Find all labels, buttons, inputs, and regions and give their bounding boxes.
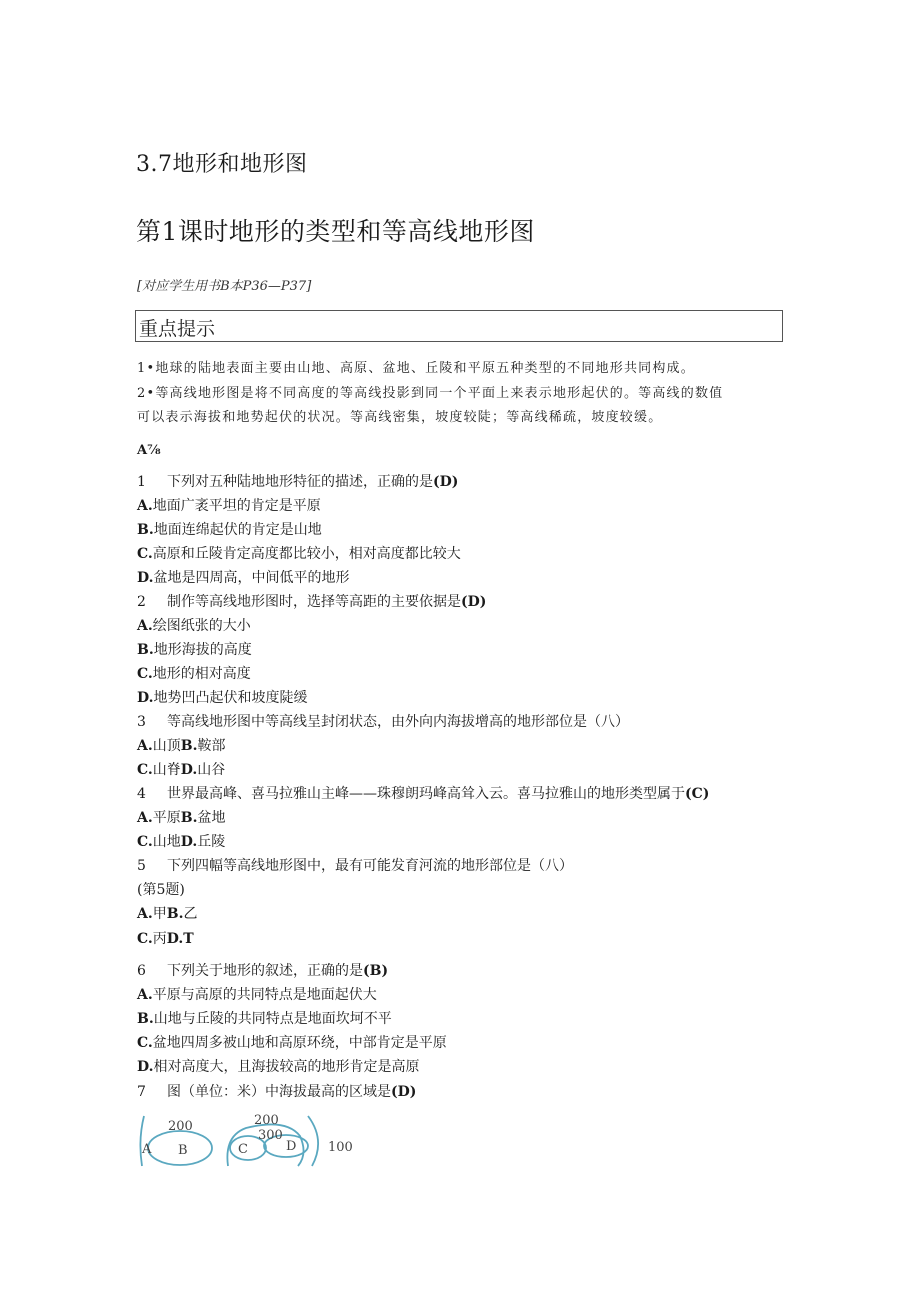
question-number: 1 (137, 474, 146, 490)
question-answer: (D) (461, 594, 487, 610)
contour-label: 300 (258, 1128, 283, 1143)
question-text: 下列关于地形的叙述，正确的是 (167, 963, 363, 979)
figure-caption: (第5题) (137, 882, 185, 898)
option-row: C.山地D.丘陵 (137, 834, 226, 850)
question-7 (137, 1081, 416, 1101)
option: B.地面连绵起伏的肯定是山地 (137, 522, 322, 538)
key-point-line: 2•等高线地形图是将不同高度的等高线投影到同一个平面上来表示地形起伏的。等高线的数值 (137, 386, 724, 401)
question-4 (137, 783, 709, 803)
question-2 (137, 591, 486, 611)
contour-label: 200 (168, 1119, 193, 1134)
question-text: 下列对五种陆地地形特征的描述，正确的是 (167, 474, 433, 490)
option: C.盆地四周多被山地和高原环绕，中部肯定是平原 (137, 1035, 447, 1051)
area-label: D (286, 1139, 297, 1154)
question-answer: (D) (391, 1084, 417, 1100)
section-label: A⅞ (137, 443, 161, 458)
option: D.相对高度大，且海拔较高的地形肯定是高原 (137, 1059, 420, 1075)
area-label: C (238, 1142, 248, 1157)
option: A.地面广袤平坦的肯定是平原 (137, 498, 321, 514)
question-answer: （八） (531, 858, 573, 874)
question-answer: (C) (685, 786, 710, 802)
contour-map-figure (136, 1112, 356, 1168)
area-label: A (142, 1142, 152, 1157)
contour-line (140, 1116, 144, 1166)
question-5 (137, 855, 573, 875)
question-answer: (D) (433, 474, 459, 490)
question-text: 世界最高峰、喜马拉雅山主峰——珠穆朗玛峰高耸入云。喜马拉雅山的地形类型属于 (167, 786, 685, 802)
question-number: 5 (137, 858, 146, 874)
option-row: C.丙D.T (137, 931, 194, 947)
option: B.地形海拔的高度 (137, 642, 252, 658)
option: C.高原和丘陵肯定高度都比较小，相对高度都比较大 (137, 546, 461, 562)
option: B.山地与丘陵的共同特点是地面坎坷不平 (137, 1011, 392, 1027)
question-number: 6 (137, 963, 146, 979)
question-text: 等高线地形图中等高线呈封闭状态，由外向内海拔增高的地形部位是 (167, 714, 587, 730)
question-3 (137, 711, 629, 731)
section-title: 3.7地形和地形图 (136, 152, 308, 177)
question-text: 制作等高线地形图时，选择等高距的主要依据是 (167, 594, 461, 610)
area-label: B (178, 1143, 188, 1158)
key-point-line: 1•地球的陆地表面主要由山地、高原、盆地、丘陵和平原五种类型的不同地形共同构成。 (137, 361, 695, 376)
question-text: 下列四幅等高线地形图中，最有可能发育河流的地形部位是 (167, 858, 531, 874)
contour-label: 100 (328, 1140, 353, 1155)
contour-line (308, 1116, 318, 1166)
option-row: A.山顶B.鞍部 (137, 738, 226, 754)
contour-label: 200 (254, 1113, 279, 1128)
question-answer: （八） (587, 714, 629, 730)
option: A.绘图纸张的大小 (137, 618, 251, 634)
book-reference: [对应学生用书B本P36—P37] (137, 279, 312, 294)
key-points-heading: 重点提示 (139, 318, 216, 340)
question-6 (137, 960, 388, 980)
key-points-box (135, 310, 783, 342)
key-point-line: 可以表示海拔和地势起伏的状况。等高线密集，坡度较陡；等高线稀疏，坡度较缓。 (137, 410, 663, 425)
option-row: C.山脊D.山谷 (137, 762, 226, 778)
option: A.平原与高原的共同特点是地面起伏大 (137, 987, 377, 1003)
lesson-title: 第1课时地形的类型和等高线地形图 (136, 217, 535, 246)
option: D.地势凹凸起伏和坡度陡缓 (137, 690, 308, 706)
question-1 (137, 471, 458, 491)
question-number: 3 (137, 714, 146, 730)
option-row: A.平原B.盆地 (137, 810, 226, 826)
question-number: 7 (137, 1084, 146, 1100)
question-number: 4 (137, 786, 146, 802)
option-row: A.甲B.乙 (137, 906, 198, 922)
question-number: 2 (137, 594, 146, 610)
question-text: 图（单位：米）中海拔最高的区域是 (167, 1084, 391, 1100)
option: D.盆地是四周高，中间低平的地形 (137, 570, 350, 586)
option: C.地形的相对高度 (137, 666, 251, 682)
question-answer: (B) (363, 963, 389, 979)
